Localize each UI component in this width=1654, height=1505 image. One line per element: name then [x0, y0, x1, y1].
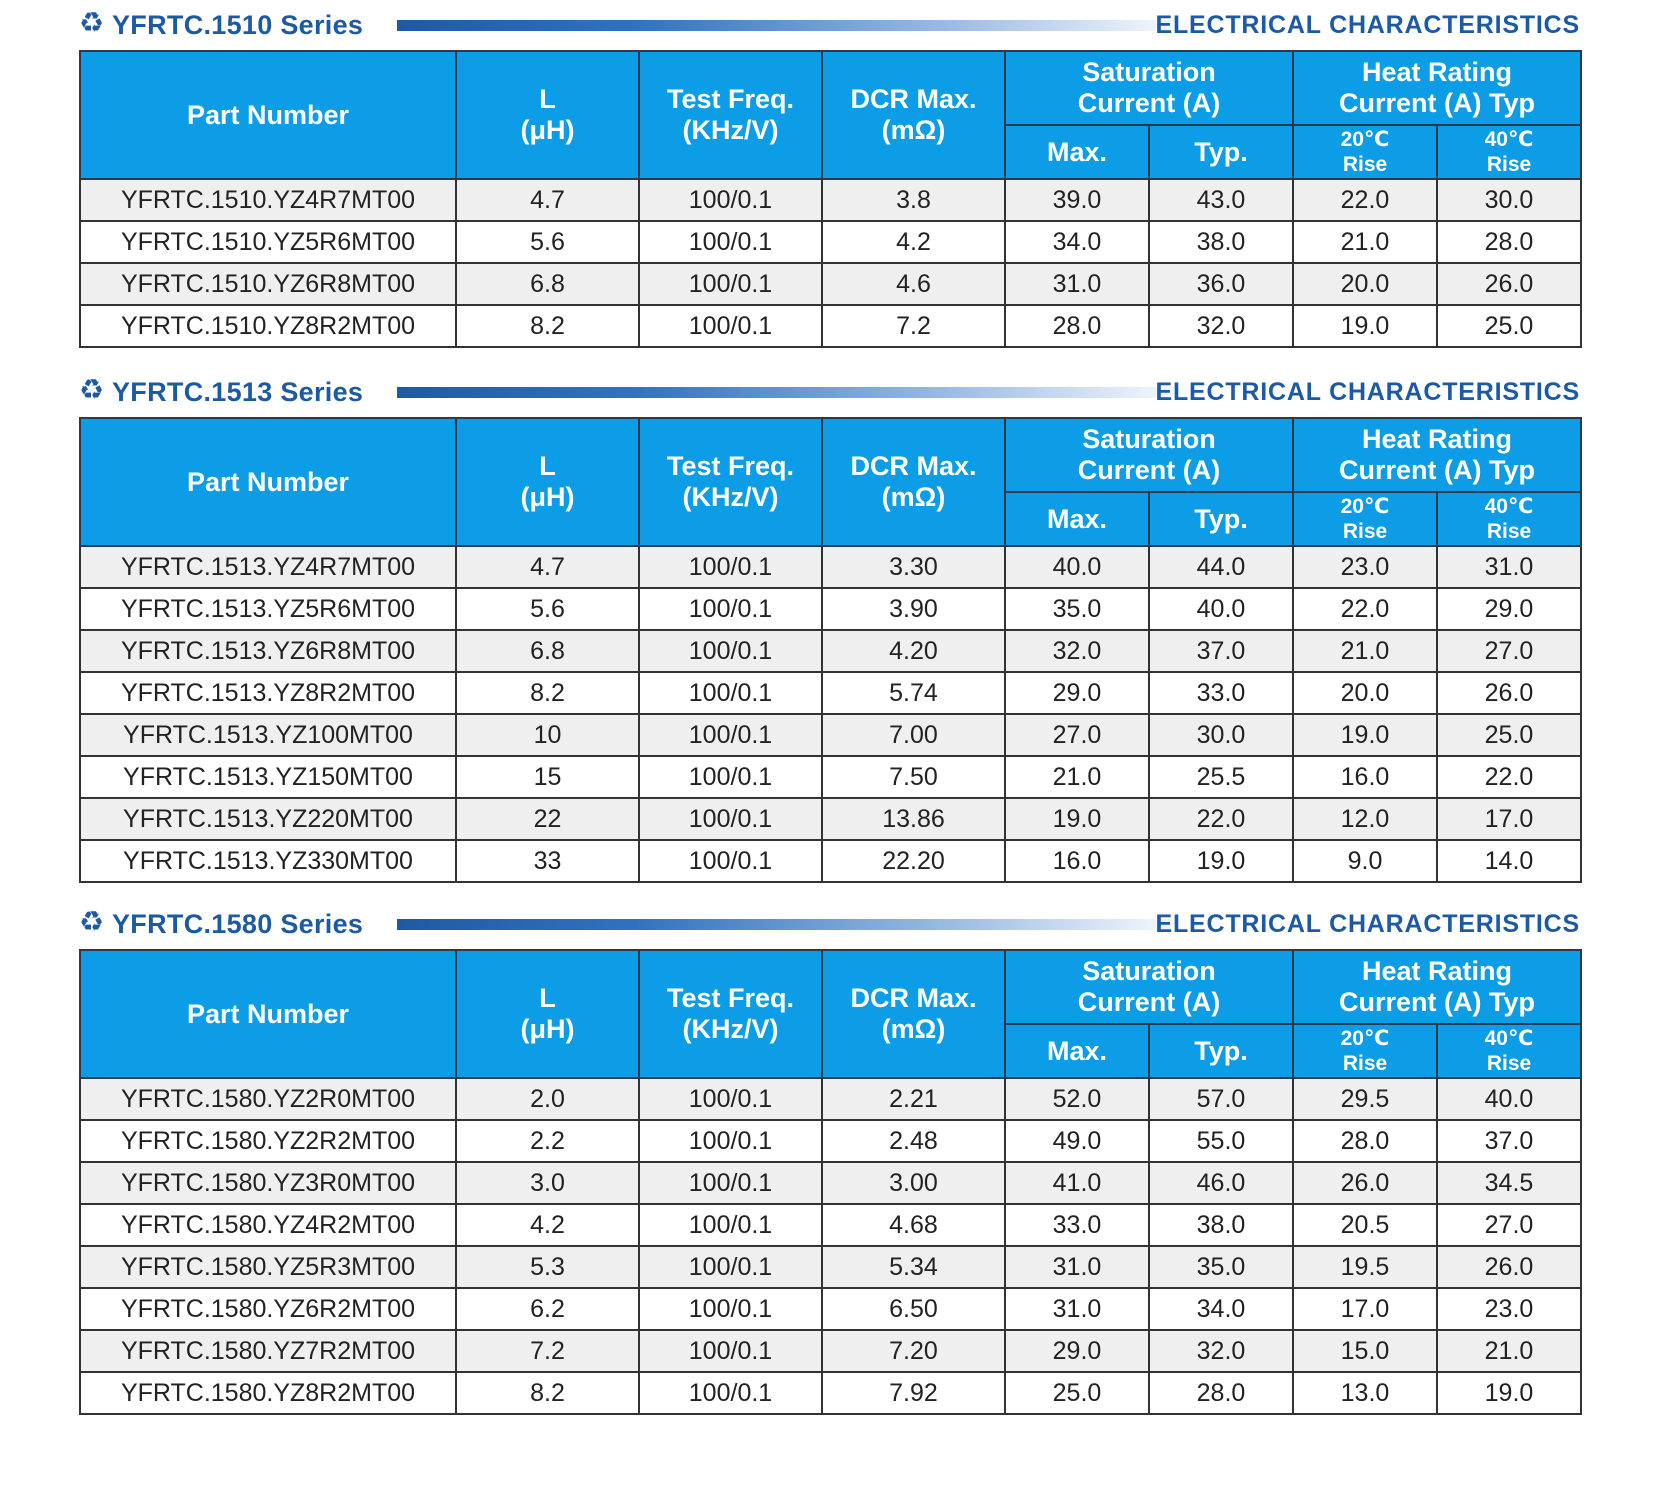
- cell-rise-20c: 22.0: [1293, 179, 1437, 221]
- cell-sat-typ: 55.0: [1149, 1120, 1293, 1162]
- cell-sat-max: 19.0: [1005, 798, 1149, 840]
- col-test-freq: Test Freq. (KHz/V): [639, 418, 822, 546]
- cell-dcr-max: 4.20: [822, 630, 1005, 672]
- cell-rise-40c: 21.0: [1437, 1330, 1581, 1372]
- cell-dcr-max: 3.30: [822, 546, 1005, 588]
- table-row: [80, 1078, 1581, 1120]
- cell-rise-20c: 13.0: [1293, 1372, 1437, 1414]
- cell-dcr-max: 7.2: [822, 305, 1005, 347]
- cell-rise-40c: 34.5: [1437, 1162, 1581, 1204]
- cell-dcr-max: 3.8: [822, 179, 1005, 221]
- table-row: [80, 546, 1581, 588]
- cell-part-number: YFRTC.1580.YZ2R2MT00: [80, 1120, 456, 1162]
- spec-table-body: [80, 1078, 1581, 1414]
- col-dcr-max: DCR Max. (mΩ): [822, 950, 1005, 1078]
- cell-sat-max: 31.0: [1005, 263, 1149, 305]
- cell-inductance: 5.6: [456, 588, 639, 630]
- cell-sat-max: 29.0: [1005, 1330, 1149, 1372]
- cell-rise-40c: 30.0: [1437, 179, 1581, 221]
- cell-test-freq: 100/0.1: [639, 263, 822, 305]
- table-row: [80, 1288, 1581, 1330]
- cell-inductance: 5.6: [456, 221, 639, 263]
- cell-sat-max: 32.0: [1005, 630, 1149, 672]
- col-sat-typ: Typ.: [1149, 125, 1293, 179]
- cell-rise-40c: 28.0: [1437, 221, 1581, 263]
- table-row: [80, 630, 1581, 672]
- col-heat-rating-current: Heat Rating Current (A) Typ: [1293, 51, 1581, 125]
- cell-dcr-max: 7.92: [822, 1372, 1005, 1414]
- cell-rise-20c: 20.0: [1293, 672, 1437, 714]
- cell-rise-40c: 25.0: [1437, 305, 1581, 347]
- cell-part-number: YFRTC.1513.YZ100MT00: [80, 714, 456, 756]
- cell-test-freq: 100/0.1: [639, 221, 822, 263]
- table-row: [80, 588, 1581, 630]
- col-inductance: L (μH): [456, 51, 639, 179]
- recycle-icon: ♻: [79, 905, 105, 938]
- cell-inductance: 10: [456, 714, 639, 756]
- cell-sat-typ: 35.0: [1149, 1246, 1293, 1288]
- cell-test-freq: 100/0.1: [639, 756, 822, 798]
- col-rise-40c: 40℃ Rise: [1437, 1024, 1581, 1078]
- cell-sat-typ: 28.0: [1149, 1372, 1293, 1414]
- series-header: [79, 899, 1580, 939]
- spec-table: [79, 949, 1582, 1415]
- cell-rise-40c: 26.0: [1437, 263, 1581, 305]
- cell-inductance: 5.3: [456, 1246, 639, 1288]
- table-row: [80, 263, 1581, 305]
- spec-table: [79, 50, 1582, 348]
- gradient-divider: [397, 387, 1197, 398]
- series-header: [79, 0, 1580, 40]
- table-row: [80, 1162, 1581, 1204]
- cell-sat-typ: 44.0: [1149, 546, 1293, 588]
- cell-inductance: 8.2: [456, 305, 639, 347]
- cell-sat-typ: 22.0: [1149, 798, 1293, 840]
- cell-part-number: YFRTC.1510.YZ5R6MT00: [80, 221, 456, 263]
- cell-sat-typ: 57.0: [1149, 1078, 1293, 1120]
- cell-part-number: YFRTC.1580.YZ4R2MT00: [80, 1204, 456, 1246]
- col-saturation-current: Saturation Current (A): [1005, 51, 1293, 125]
- cell-test-freq: 100/0.1: [639, 1288, 822, 1330]
- cell-rise-40c: 25.0: [1437, 714, 1581, 756]
- cell-test-freq: 100/0.1: [639, 1246, 822, 1288]
- cell-dcr-max: 7.00: [822, 714, 1005, 756]
- cell-rise-40c: 26.0: [1437, 1246, 1581, 1288]
- electrical-characteristics-label: ELECTRICAL CHARACTERISTICS: [1155, 11, 1580, 39]
- col-inductance: L (μH): [456, 950, 639, 1078]
- cell-test-freq: 100/0.1: [639, 305, 822, 347]
- electrical-characteristics-label: ELECTRICAL CHARACTERISTICS: [1155, 910, 1580, 938]
- cell-sat-typ: 30.0: [1149, 714, 1293, 756]
- cell-test-freq: 100/0.1: [639, 1078, 822, 1120]
- table-row: [80, 840, 1581, 882]
- col-test-freq: Test Freq. (KHz/V): [639, 950, 822, 1078]
- cell-sat-max: 31.0: [1005, 1288, 1149, 1330]
- cell-sat-max: 21.0: [1005, 756, 1149, 798]
- cell-dcr-max: 4.2: [822, 221, 1005, 263]
- cell-test-freq: 100/0.1: [639, 714, 822, 756]
- cell-sat-max: 39.0: [1005, 179, 1149, 221]
- cell-sat-max: 31.0: [1005, 1246, 1149, 1288]
- cell-rise-20c: 22.0: [1293, 588, 1437, 630]
- cell-rise-20c: 19.5: [1293, 1246, 1437, 1288]
- table-row: [80, 1120, 1581, 1162]
- cell-rise-20c: 20.5: [1293, 1204, 1437, 1246]
- series-title: YFRTC.1513 Series: [112, 377, 364, 407]
- cell-sat-max: 34.0: [1005, 221, 1149, 263]
- cell-dcr-max: 2.21: [822, 1078, 1005, 1120]
- cell-test-freq: 100/0.1: [639, 1330, 822, 1372]
- col-dcr-max: DCR Max. (mΩ): [822, 51, 1005, 179]
- cell-test-freq: 100/0.1: [639, 1120, 822, 1162]
- col-sat-max: Max.: [1005, 492, 1149, 546]
- cell-test-freq: 100/0.1: [639, 630, 822, 672]
- cell-sat-max: 25.0: [1005, 1372, 1149, 1414]
- cell-rise-20c: 9.0: [1293, 840, 1437, 882]
- cell-inductance: 8.2: [456, 672, 639, 714]
- series-section: [79, 899, 1580, 1415]
- col-part-number: Part Number: [80, 950, 456, 1078]
- cell-part-number: YFRTC.1580.YZ8R2MT00: [80, 1372, 456, 1414]
- cell-rise-40c: 23.0: [1437, 1288, 1581, 1330]
- cell-part-number: YFRTC.1580.YZ7R2MT00: [80, 1330, 456, 1372]
- cell-rise-20c: 17.0: [1293, 1288, 1437, 1330]
- table-row: [80, 1372, 1581, 1414]
- cell-sat-max: 27.0: [1005, 714, 1149, 756]
- col-part-number: Part Number: [80, 418, 456, 546]
- gradient-divider: [397, 919, 1197, 930]
- col-rise-40c: 40℃ Rise: [1437, 125, 1581, 179]
- table-row: [80, 756, 1581, 798]
- col-sat-max: Max.: [1005, 1024, 1149, 1078]
- cell-part-number: YFRTC.1580.YZ5R3MT00: [80, 1246, 456, 1288]
- col-rise-20c: 20℃ Rise: [1293, 1024, 1437, 1078]
- cell-part-number: YFRTC.1513.YZ6R8MT00: [80, 630, 456, 672]
- cell-rise-40c: 14.0: [1437, 840, 1581, 882]
- cell-inductance: 4.7: [456, 179, 639, 221]
- cell-dcr-max: 5.74: [822, 672, 1005, 714]
- cell-inductance: 4.2: [456, 1204, 639, 1246]
- cell-part-number: YFRTC.1580.YZ6R2MT00: [80, 1288, 456, 1330]
- cell-inductance: 8.2: [456, 1372, 639, 1414]
- cell-rise-40c: 26.0: [1437, 672, 1581, 714]
- series-section: [79, 0, 1580, 348]
- table-row: [80, 672, 1581, 714]
- cell-sat-typ: 33.0: [1149, 672, 1293, 714]
- col-dcr-max: DCR Max. (mΩ): [822, 418, 1005, 546]
- col-part-number: Part Number: [80, 51, 456, 179]
- cell-sat-typ: 34.0: [1149, 1288, 1293, 1330]
- col-sat-typ: Typ.: [1149, 492, 1293, 546]
- electrical-characteristics-label: ELECTRICAL CHARACTERISTICS: [1155, 378, 1580, 406]
- cell-dcr-max: 7.20: [822, 1330, 1005, 1372]
- series-section: [79, 367, 1580, 883]
- col-saturation-current: Saturation Current (A): [1005, 950, 1293, 1024]
- cell-sat-max: 35.0: [1005, 588, 1149, 630]
- col-rise-20c: 20℃ Rise: [1293, 125, 1437, 179]
- cell-inductance: 2.2: [456, 1120, 639, 1162]
- cell-rise-20c: 12.0: [1293, 798, 1437, 840]
- cell-rise-20c: 29.5: [1293, 1078, 1437, 1120]
- col-heat-rating-current: Heat Rating Current (A) Typ: [1293, 418, 1581, 492]
- cell-sat-typ: 25.5: [1149, 756, 1293, 798]
- cell-dcr-max: 13.86: [822, 798, 1005, 840]
- cell-inductance: 15: [456, 756, 639, 798]
- cell-inductance: 3.0: [456, 1162, 639, 1204]
- cell-sat-typ: 46.0: [1149, 1162, 1293, 1204]
- cell-rise-40c: 27.0: [1437, 1204, 1581, 1246]
- cell-part-number: YFRTC.1513.YZ5R6MT00: [80, 588, 456, 630]
- cell-test-freq: 100/0.1: [639, 840, 822, 882]
- cell-part-number: YFRTC.1510.YZ8R2MT00: [80, 305, 456, 347]
- cell-test-freq: 100/0.1: [639, 588, 822, 630]
- cell-sat-max: 16.0: [1005, 840, 1149, 882]
- spec-table: [79, 417, 1582, 883]
- recycle-icon: ♻: [79, 6, 105, 39]
- cell-dcr-max: 5.34: [822, 1246, 1005, 1288]
- cell-sat-max: 52.0: [1005, 1078, 1149, 1120]
- cell-test-freq: 100/0.1: [639, 1372, 822, 1414]
- table-row: [80, 714, 1581, 756]
- col-sat-max: Max.: [1005, 125, 1149, 179]
- cell-sat-typ: 19.0: [1149, 840, 1293, 882]
- cell-inductance: 6.2: [456, 1288, 639, 1330]
- cell-test-freq: 100/0.1: [639, 798, 822, 840]
- table-row: [80, 305, 1581, 347]
- cell-rise-20c: 28.0: [1293, 1120, 1437, 1162]
- table-row: [80, 1246, 1581, 1288]
- cell-rise-40c: 40.0: [1437, 1078, 1581, 1120]
- cell-dcr-max: 3.00: [822, 1162, 1005, 1204]
- cell-inductance: 7.2: [456, 1330, 639, 1372]
- col-rise-40c: 40℃ Rise: [1437, 492, 1581, 546]
- series-title: YFRTC.1510 Series: [112, 10, 364, 40]
- cell-part-number: YFRTC.1513.YZ220MT00: [80, 798, 456, 840]
- col-rise-20c: 20℃ Rise: [1293, 492, 1437, 546]
- table-row: [80, 221, 1581, 263]
- cell-dcr-max: 7.50: [822, 756, 1005, 798]
- spec-table-body: [80, 179, 1581, 347]
- cell-sat-typ: 38.0: [1149, 1204, 1293, 1246]
- cell-rise-20c: 19.0: [1293, 714, 1437, 756]
- cell-dcr-max: 22.20: [822, 840, 1005, 882]
- cell-rise-40c: 19.0: [1437, 1372, 1581, 1414]
- cell-dcr-max: 2.48: [822, 1120, 1005, 1162]
- cell-test-freq: 100/0.1: [639, 1204, 822, 1246]
- cell-sat-max: 40.0: [1005, 546, 1149, 588]
- col-saturation-current: Saturation Current (A): [1005, 418, 1293, 492]
- cell-rise-40c: 22.0: [1437, 756, 1581, 798]
- cell-sat-typ: 36.0: [1149, 263, 1293, 305]
- cell-dcr-max: 3.90: [822, 588, 1005, 630]
- col-sat-typ: Typ.: [1149, 1024, 1293, 1078]
- table-row: [80, 798, 1581, 840]
- cell-sat-typ: 37.0: [1149, 630, 1293, 672]
- cell-inductance: 33: [456, 840, 639, 882]
- col-test-freq: Test Freq. (KHz/V): [639, 51, 822, 179]
- cell-part-number: YFRTC.1510.YZ6R8MT00: [80, 263, 456, 305]
- cell-sat-typ: 40.0: [1149, 588, 1293, 630]
- cell-test-freq: 100/0.1: [639, 546, 822, 588]
- cell-inductance: 2.0: [456, 1078, 639, 1120]
- cell-sat-typ: 32.0: [1149, 305, 1293, 347]
- cell-part-number: YFRTC.1513.YZ150MT00: [80, 756, 456, 798]
- cell-sat-max: 33.0: [1005, 1204, 1149, 1246]
- cell-rise-40c: 37.0: [1437, 1120, 1581, 1162]
- cell-sat-typ: 38.0: [1149, 221, 1293, 263]
- cell-sat-typ: 32.0: [1149, 1330, 1293, 1372]
- cell-inductance: 6.8: [456, 263, 639, 305]
- gradient-divider: [397, 20, 1197, 31]
- cell-dcr-max: 6.50: [822, 1288, 1005, 1330]
- cell-sat-max: 29.0: [1005, 672, 1149, 714]
- cell-sat-typ: 43.0: [1149, 179, 1293, 221]
- series-title: YFRTC.1580 Series: [112, 909, 364, 939]
- table-row: [80, 1330, 1581, 1372]
- table-row: [80, 179, 1581, 221]
- cell-inductance: 6.8: [456, 630, 639, 672]
- cell-rise-40c: 17.0: [1437, 798, 1581, 840]
- spec-table-body: [80, 546, 1581, 882]
- cell-rise-20c: 21.0: [1293, 630, 1437, 672]
- cell-sat-max: 28.0: [1005, 305, 1149, 347]
- cell-rise-40c: 29.0: [1437, 588, 1581, 630]
- cell-rise-40c: 27.0: [1437, 630, 1581, 672]
- cell-part-number: YFRTC.1510.YZ4R7MT00: [80, 179, 456, 221]
- cell-part-number: YFRTC.1580.YZ2R0MT00: [80, 1078, 456, 1120]
- cell-part-number: YFRTC.1513.YZ330MT00: [80, 840, 456, 882]
- cell-dcr-max: 4.6: [822, 263, 1005, 305]
- cell-test-freq: 100/0.1: [639, 1162, 822, 1204]
- cell-rise-20c: 16.0: [1293, 756, 1437, 798]
- cell-rise-20c: 15.0: [1293, 1330, 1437, 1372]
- recycle-icon: ♻: [79, 373, 105, 406]
- col-heat-rating-current: Heat Rating Current (A) Typ: [1293, 950, 1581, 1024]
- series-header: [79, 367, 1580, 407]
- table-row: [80, 1204, 1581, 1246]
- cell-test-freq: 100/0.1: [639, 672, 822, 714]
- cell-rise-40c: 31.0: [1437, 546, 1581, 588]
- cell-rise-20c: 19.0: [1293, 305, 1437, 347]
- cell-sat-max: 49.0: [1005, 1120, 1149, 1162]
- cell-part-number: YFRTC.1513.YZ4R7MT00: [80, 546, 456, 588]
- cell-rise-20c: 23.0: [1293, 546, 1437, 588]
- cell-test-freq: 100/0.1: [639, 179, 822, 221]
- cell-part-number: YFRTC.1513.YZ8R2MT00: [80, 672, 456, 714]
- cell-rise-20c: 20.0: [1293, 263, 1437, 305]
- cell-rise-20c: 21.0: [1293, 221, 1437, 263]
- cell-rise-20c: 26.0: [1293, 1162, 1437, 1204]
- cell-sat-max: 41.0: [1005, 1162, 1149, 1204]
- col-inductance: L (μH): [456, 418, 639, 546]
- cell-dcr-max: 4.68: [822, 1204, 1005, 1246]
- cell-inductance: 4.7: [456, 546, 639, 588]
- cell-inductance: 22: [456, 798, 639, 840]
- cell-part-number: YFRTC.1580.YZ3R0MT00: [80, 1162, 456, 1204]
